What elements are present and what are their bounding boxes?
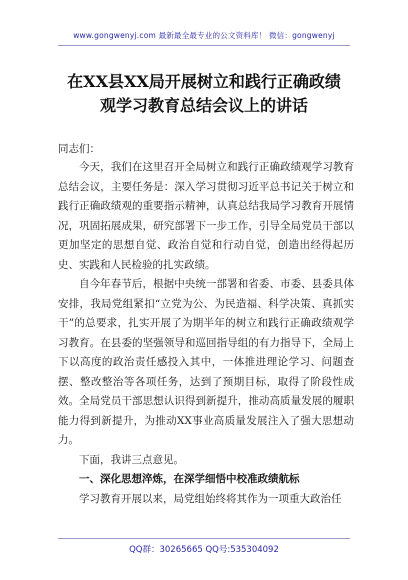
- title-line-1: 在XX县XX局开展树立和践行正确政绩: [67, 72, 341, 91]
- paragraph-intro: 今天，我们在这里召开全局树立和践行正确政绩观学习教育总结会议，主要任务是：深入学习贯彻习近平总书记关于树立和践行正确政绩观的重要指示精神，认真总结我局学习教育开展情况，巩固拓展成果，研究部署下一步工作，引导全局党员干部以更加坚定的思想自觉、政治自觉和行动自觉，创造出经得起历史、实践和人民检验的扎实政绩。: [58, 161, 354, 271]
- title-line-2: 观学习教育总结会议上的讲话: [99, 96, 308, 115]
- section-heading-1: 一、深化思想淬炼，在深学细悟中校准政绩航标: [79, 473, 300, 485]
- site-header: www.gongwenyj.com 最新最全最专业的公文资料库！ 微信：gongwenyj: [73, 31, 335, 40]
- document-title: [30, 70, 378, 118]
- paragraph-background: 自今年春节后，根据中央统一部署和省委、市委、县委具体安排，我局党组紧扣“立党为公、为民造福、科学决策、真抓实干”的总要求，扎实开展了为期半年的树立和践行正确政绩观学习教育。在县委的坚强领导和巡回指导组的有力指导下，全局上下以高度的政治责任感投入其中，一体推进理论学习、问题查摆、整改整治等各项任务，达到了预期目标，取得了阶段性成效。全局党员干部思想认识得到新提升，推动高质量发展的履职能力得到新提升，为推动XX事业高质量发展注入了强大思想动力。: [58, 278, 354, 446]
- header-divider: [58, 45, 350, 46]
- footer-divider: [58, 538, 350, 539]
- paragraph-transition: 下面，我讲三点意见。: [79, 453, 184, 466]
- paragraph-section-1: 学习教育开展以来，局党组始终将其作为一项重大政治任: [79, 492, 342, 505]
- site-footer: QQ群：30265665 QQ号:535304092: [129, 545, 279, 555]
- document-body: [58, 158, 354, 509]
- salutation: 同志们：: [58, 143, 100, 155]
